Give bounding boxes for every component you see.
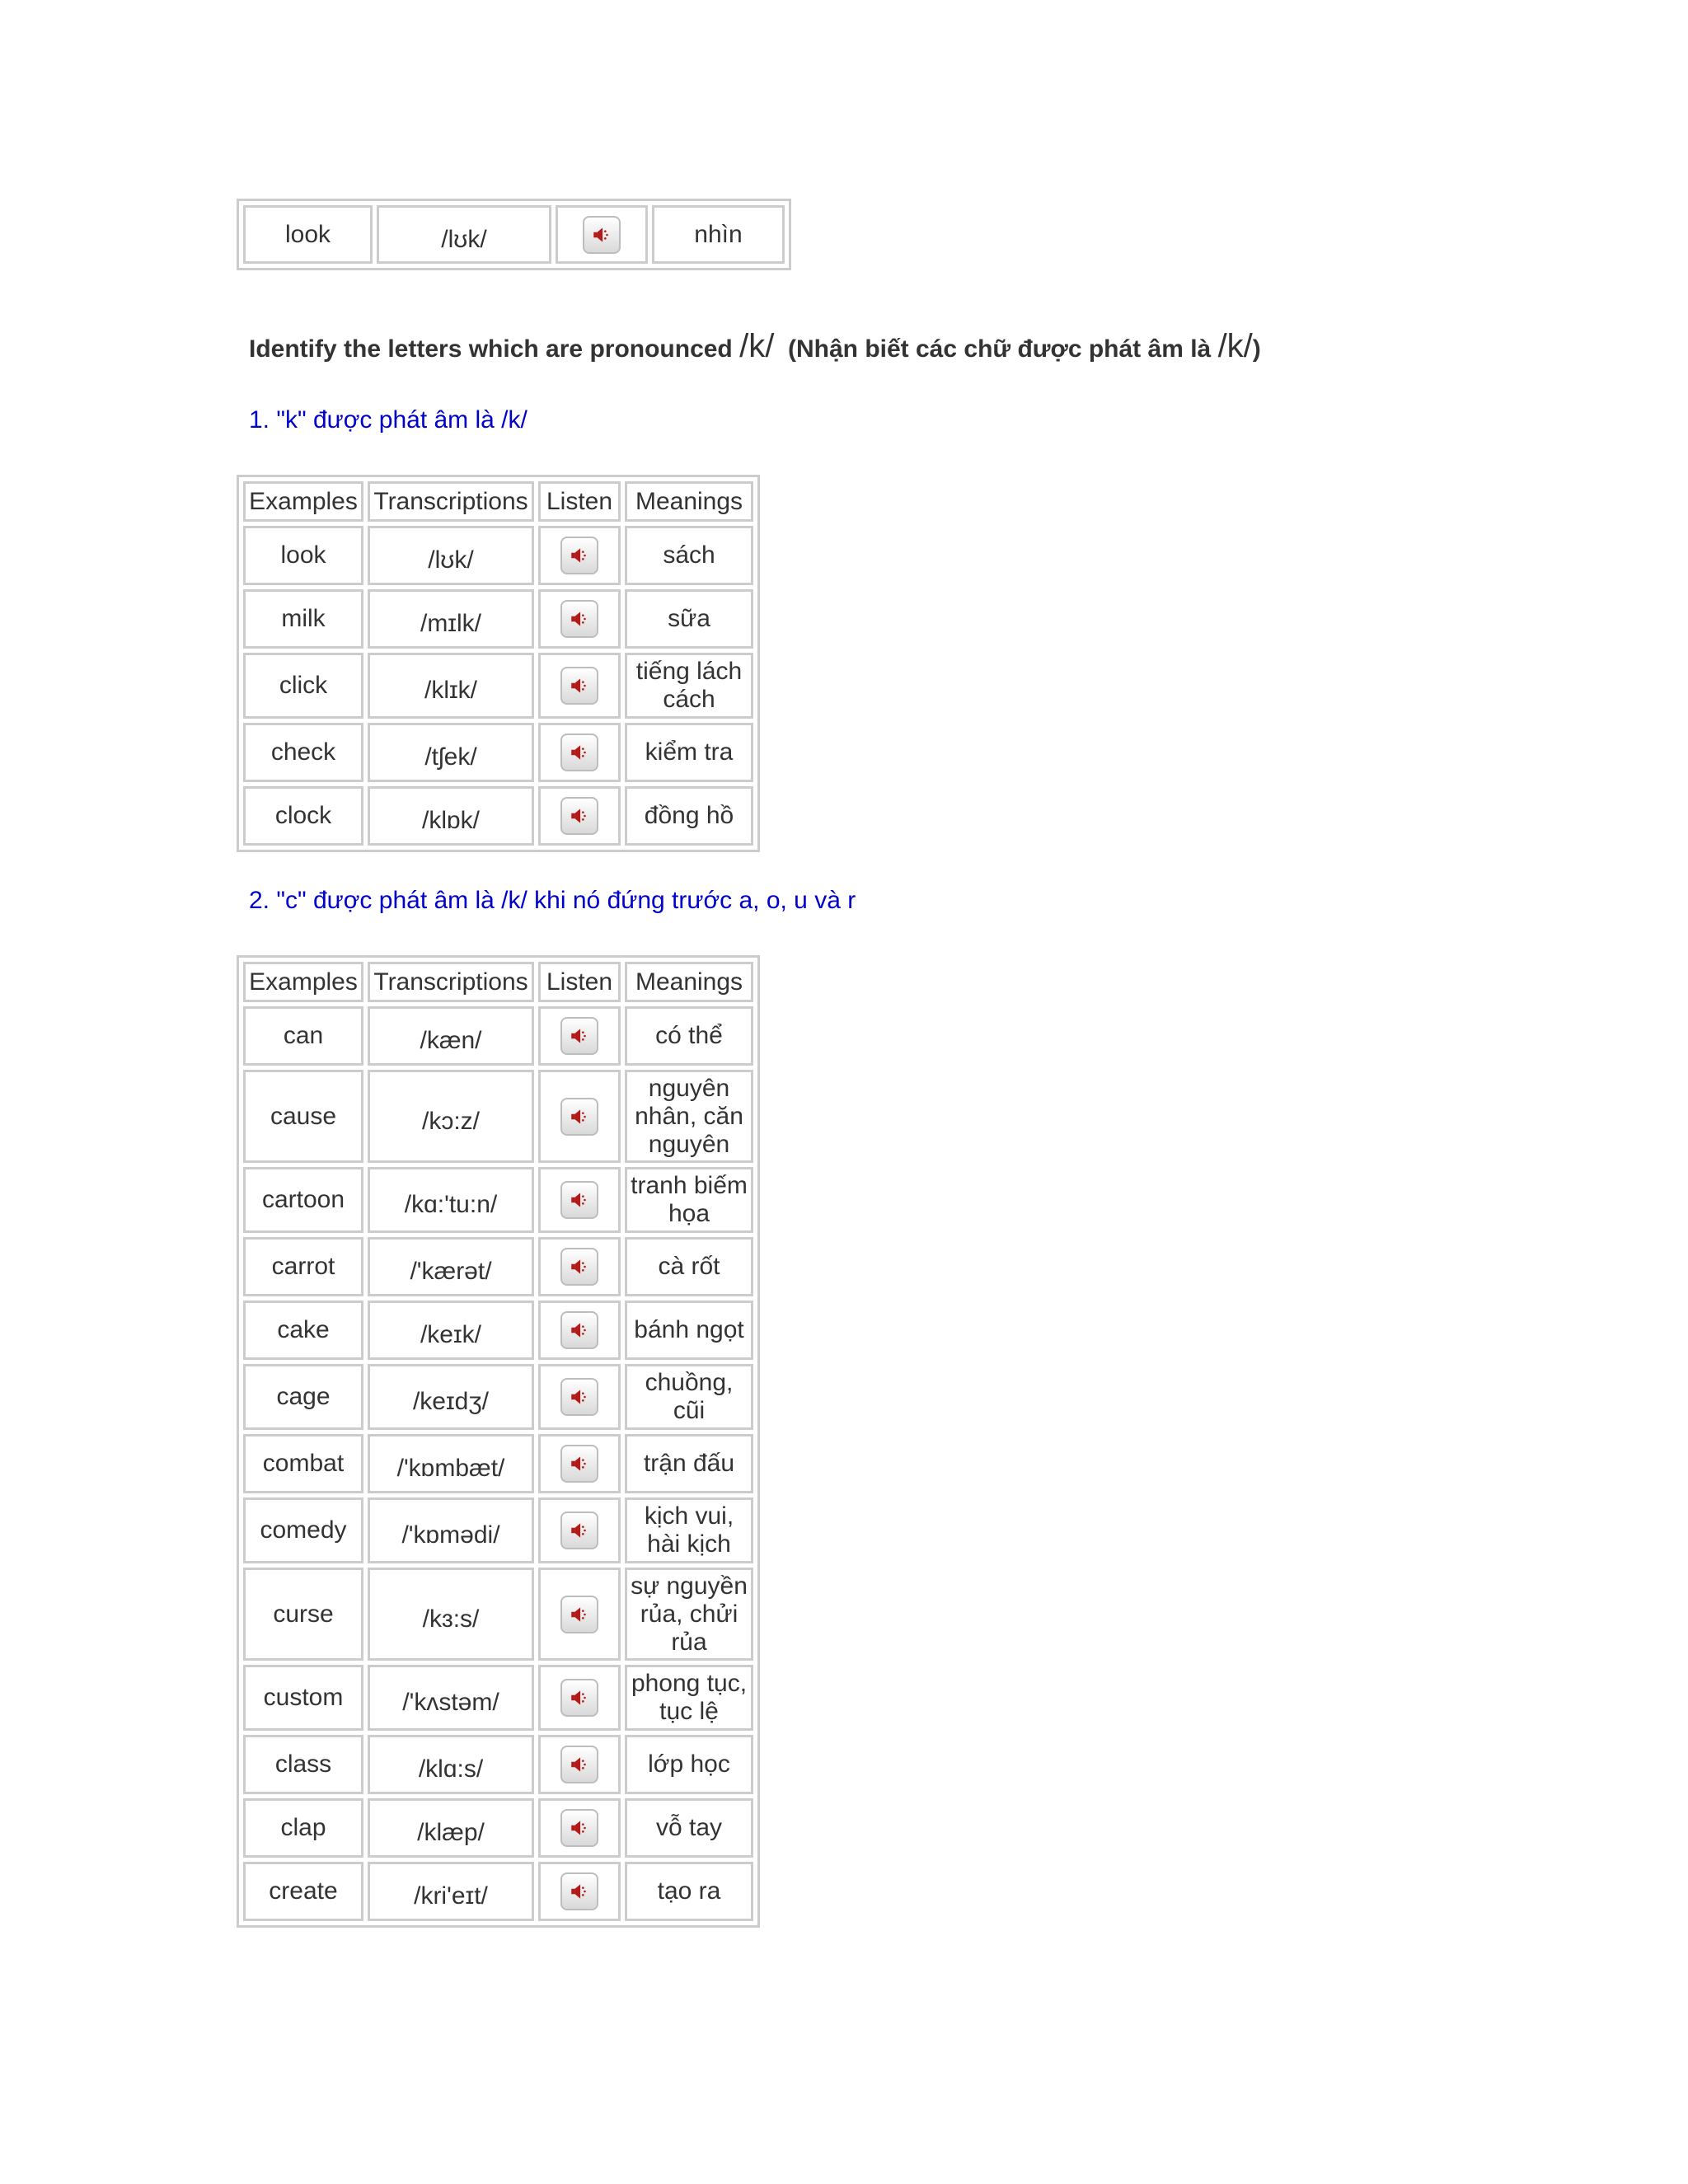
listen-cell bbox=[538, 1798, 621, 1858]
table-row bbox=[243, 1665, 753, 1731]
table-row bbox=[243, 205, 785, 264]
transcription-cell: /keɪk/ bbox=[368, 1301, 534, 1360]
listen-header: Listen bbox=[538, 481, 621, 522]
speaker-icon bbox=[569, 1520, 590, 1541]
table-row bbox=[243, 653, 753, 719]
meaning-cell: có thể bbox=[625, 1006, 753, 1066]
listen-button[interactable] bbox=[560, 1596, 598, 1633]
listen-cell bbox=[538, 1568, 621, 1661]
table-row bbox=[243, 1798, 753, 1858]
c-examples-table bbox=[237, 955, 760, 1928]
speaker-icon bbox=[569, 1754, 590, 1775]
speaker-icon bbox=[569, 1817, 590, 1839]
example-cell: look bbox=[243, 205, 373, 264]
meanings-header: Meanings bbox=[625, 962, 753, 1002]
listen-button[interactable] bbox=[560, 797, 598, 835]
table-row bbox=[243, 1735, 753, 1794]
speaker-icon bbox=[569, 742, 590, 763]
listen-cell bbox=[538, 786, 621, 846]
listen-button[interactable] bbox=[560, 1746, 598, 1783]
example-cell: click bbox=[243, 653, 363, 719]
example-cell: cage bbox=[243, 1364, 363, 1430]
table-row bbox=[243, 786, 753, 846]
transcription-cell: /lʊk/ bbox=[368, 526, 534, 585]
speaker-icon bbox=[569, 1106, 590, 1127]
table-header-row bbox=[243, 481, 753, 522]
listen-button[interactable] bbox=[560, 600, 598, 638]
listen-button[interactable] bbox=[560, 1378, 598, 1416]
meaning-cell: tranh biếm họa bbox=[625, 1167, 753, 1233]
transcription-cell: /kri'eɪt/ bbox=[368, 1862, 534, 1921]
table-row bbox=[243, 1434, 753, 1493]
example-cell: create bbox=[243, 1862, 363, 1921]
top-word-table bbox=[237, 199, 791, 270]
meaning-cell: cà rốt bbox=[625, 1237, 753, 1296]
meaning-cell: tiếng lách cách bbox=[625, 653, 753, 719]
speaker-icon bbox=[569, 608, 590, 630]
example-cell: clap bbox=[243, 1798, 363, 1858]
listen-cell bbox=[538, 526, 621, 585]
listen-cell bbox=[538, 653, 621, 719]
speaker-icon bbox=[569, 545, 590, 566]
transcription-cell: /'kʌstəm/ bbox=[368, 1665, 534, 1731]
table-row bbox=[243, 1167, 753, 1233]
k-examples-table bbox=[237, 475, 760, 852]
listen-button[interactable] bbox=[560, 1017, 598, 1055]
listen-cell bbox=[538, 1364, 621, 1430]
transcription-cell: /klɑ:s/ bbox=[368, 1735, 534, 1794]
transcription-cell: /klæp/ bbox=[368, 1798, 534, 1858]
listen-button[interactable] bbox=[560, 733, 598, 771]
meaning-cell: sách bbox=[625, 526, 753, 585]
speaker-icon bbox=[569, 1025, 590, 1047]
listen-header: Listen bbox=[538, 962, 621, 1002]
speaker-icon bbox=[591, 224, 612, 246]
listen-button[interactable] bbox=[560, 1181, 598, 1219]
meaning-cell: vỗ tay bbox=[625, 1798, 753, 1858]
example-cell: custom bbox=[243, 1665, 363, 1731]
listen-cell bbox=[538, 589, 621, 649]
speaker-icon bbox=[569, 1386, 590, 1408]
listen-button[interactable] bbox=[560, 1098, 598, 1136]
listen-cell bbox=[538, 1006, 621, 1066]
meaning-cell: nhìn bbox=[652, 205, 785, 264]
listen-button[interactable] bbox=[560, 1679, 598, 1717]
transcription-cell: /'kɒmədi/ bbox=[368, 1497, 534, 1563]
transcription-cell: /kɜ:s/ bbox=[368, 1568, 534, 1661]
listen-cell bbox=[538, 1735, 621, 1794]
listen-button[interactable] bbox=[560, 1248, 598, 1286]
listen-button[interactable] bbox=[560, 1872, 598, 1910]
speaker-icon bbox=[569, 1256, 590, 1277]
transcription-cell: /klɪk/ bbox=[368, 653, 534, 719]
speaker-icon bbox=[569, 1881, 590, 1902]
listen-button[interactable] bbox=[560, 1511, 598, 1549]
transcription-cell: /'kɒmbæt/ bbox=[368, 1434, 534, 1493]
example-cell: combat bbox=[243, 1434, 363, 1493]
table-row bbox=[243, 1006, 753, 1066]
speaker-icon bbox=[569, 1319, 590, 1341]
table-row bbox=[243, 723, 753, 782]
listen-button[interactable] bbox=[560, 667, 598, 705]
transcriptions-header: Transcriptions bbox=[368, 481, 534, 522]
example-cell: cause bbox=[243, 1070, 363, 1163]
table-row bbox=[243, 1070, 753, 1163]
speaker-icon bbox=[569, 805, 590, 827]
transcriptions-header: Transcriptions bbox=[368, 962, 534, 1002]
table-row bbox=[243, 526, 753, 585]
meaning-cell: kịch vui, hài kịch bbox=[625, 1497, 753, 1563]
listen-cell bbox=[538, 1237, 621, 1296]
example-cell: can bbox=[243, 1006, 363, 1066]
example-cell: look bbox=[243, 526, 363, 585]
transcription-cell: /kæn/ bbox=[368, 1006, 534, 1066]
meaning-cell: bánh ngọt bbox=[625, 1301, 753, 1360]
section2-title: 2. "c" được phát âm là /k/ khi nó đứng trước a, o, u và r bbox=[249, 887, 856, 914]
transcription-cell: /klɒk/ bbox=[368, 786, 534, 846]
transcription-cell: /kɔ:z/ bbox=[368, 1070, 534, 1163]
transcription-cell: /tʃek/ bbox=[368, 723, 534, 782]
listen-cell bbox=[556, 205, 648, 264]
example-cell: milk bbox=[243, 589, 363, 649]
table-row bbox=[243, 1862, 753, 1921]
example-cell: cake bbox=[243, 1301, 363, 1360]
listen-cell bbox=[538, 1862, 621, 1921]
example-cell: carrot bbox=[243, 1237, 363, 1296]
table-row bbox=[243, 1301, 753, 1360]
table-row bbox=[243, 1497, 753, 1563]
speaker-icon bbox=[569, 1687, 590, 1708]
transcription-cell: /lʊk/ bbox=[377, 205, 551, 264]
transcription-cell: /'kærət/ bbox=[368, 1237, 534, 1296]
listen-button[interactable] bbox=[560, 537, 598, 574]
example-cell: curse bbox=[243, 1568, 363, 1661]
meaning-cell: sự nguyền rủa, chửi rủa bbox=[625, 1568, 753, 1661]
transcription-cell: /mɪlk/ bbox=[368, 589, 534, 649]
listen-cell bbox=[538, 1497, 621, 1563]
meaning-cell: sữa bbox=[625, 589, 753, 649]
meaning-cell: nguyên nhân, căn nguyên bbox=[625, 1070, 753, 1163]
listen-cell bbox=[538, 1070, 621, 1163]
listen-button[interactable] bbox=[583, 216, 621, 254]
speaker-icon bbox=[569, 1604, 590, 1625]
examples-header: Examples bbox=[243, 962, 363, 1002]
example-cell: comedy bbox=[243, 1497, 363, 1563]
example-cell: check bbox=[243, 723, 363, 782]
table-header-row bbox=[243, 962, 753, 1002]
speaker-icon bbox=[569, 1189, 590, 1211]
examples-header: Examples bbox=[243, 481, 363, 522]
transcription-cell: /keɪdʒ/ bbox=[368, 1364, 534, 1430]
speaker-icon bbox=[569, 675, 590, 696]
table-row bbox=[243, 1364, 753, 1430]
table-row bbox=[243, 1237, 753, 1296]
transcription-cell: /kɑ:'tu:n/ bbox=[368, 1167, 534, 1233]
table-row bbox=[243, 589, 753, 649]
table-row bbox=[243, 1568, 753, 1661]
listen-cell bbox=[538, 1301, 621, 1360]
section-heading: Identify the letters which are pronounced /k/ (Nhận biết các chữ được phát âm là /k/) bbox=[249, 328, 1261, 364]
listen-cell bbox=[538, 1167, 621, 1233]
listen-cell bbox=[538, 1665, 621, 1731]
example-cell: cartoon bbox=[243, 1167, 363, 1233]
speaker-icon bbox=[569, 1453, 590, 1474]
listen-button[interactable] bbox=[560, 1809, 598, 1847]
meaning-cell: đồng hồ bbox=[625, 786, 753, 846]
meaning-cell: phong tục, tục lệ bbox=[625, 1665, 753, 1731]
meaning-cell: chuồng, cũi bbox=[625, 1364, 753, 1430]
meanings-header: Meanings bbox=[625, 481, 753, 522]
meaning-cell: trận đấu bbox=[625, 1434, 753, 1493]
listen-button[interactable] bbox=[560, 1311, 598, 1349]
meaning-cell: tạo ra bbox=[625, 1862, 753, 1921]
example-cell: class bbox=[243, 1735, 363, 1794]
listen-cell bbox=[538, 1434, 621, 1493]
example-cell: clock bbox=[243, 786, 363, 846]
meaning-cell: kiểm tra bbox=[625, 723, 753, 782]
listen-cell bbox=[538, 723, 621, 782]
listen-button[interactable] bbox=[560, 1445, 598, 1483]
section1-title: 1. "k" được phát âm là /k/ bbox=[249, 406, 528, 434]
meaning-cell: lớp học bbox=[625, 1735, 753, 1794]
